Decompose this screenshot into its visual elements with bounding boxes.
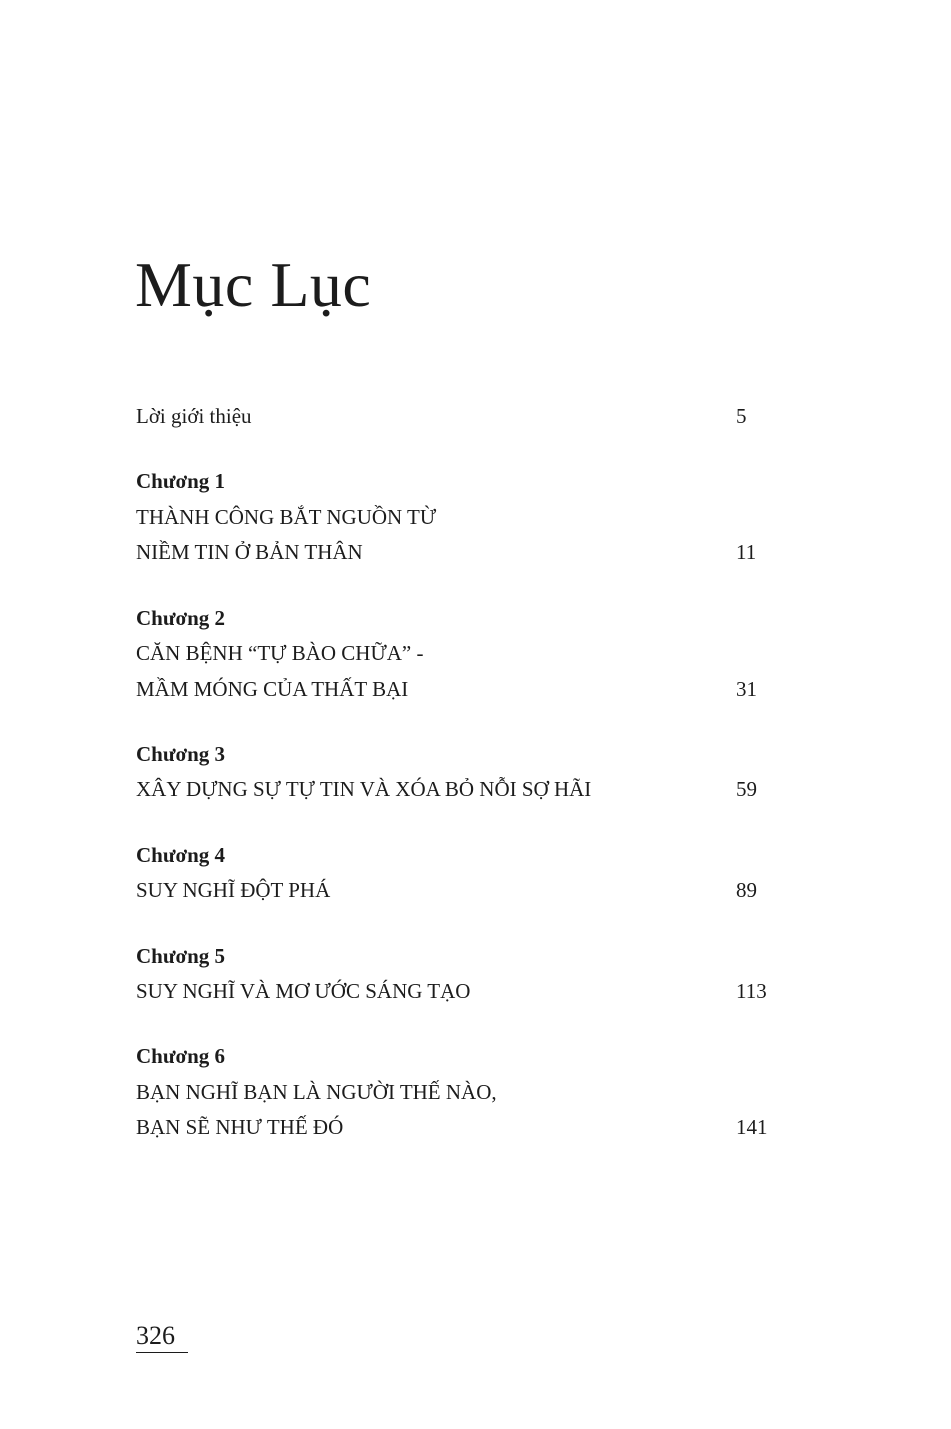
toc-page-number: 31 [736,677,757,701]
chapter-title-line: XÂY DỰNG SỰ TỰ TIN VÀ XÓA BỎ NỖI SỢ HÃI [136,777,592,801]
toc-page-number: 113 [736,979,767,1003]
chapter-title-line: MẦM MÓNG CỦA THẤT BẠI [136,677,409,701]
chapter-title-line: BẠN NGHĨ BẠN LÀ NGƯỜI THẾ NÀO, [136,1080,497,1104]
chapter-title-line: SUY NGHĨ ĐỘT PHÁ [136,878,331,902]
chapter-heading: Chương 3 [136,742,226,766]
chapter-heading: Chương 5 [136,944,226,968]
chapter-title-line: NIỀM TIN Ở BẢN THÂN [136,540,363,564]
chapter-heading: Chương 2 [136,606,226,630]
toc-page-number: 89 [736,878,757,902]
toc-page-number: 5 [736,404,747,428]
page-title: Mục Lục [135,249,372,320]
toc-page-number: 59 [736,777,757,801]
chapter-title-line: THÀNH CÔNG BẮT NGUỒN TỪ [136,505,437,529]
toc-page-number: 11 [736,540,757,564]
chapter-title-line: BẠN SẼ NHƯ THẾ ĐÓ [136,1115,344,1139]
chapter-heading: Chương 4 [136,843,226,867]
page-number: 326 [136,1321,188,1353]
chapter-title-line: SUY NGHĨ VÀ MƠ ƯỚC SÁNG TẠO [136,979,471,1003]
chapter-heading: Chương 6 [136,1044,226,1068]
chapter-title-line: CĂN BỆNH “TỰ BÀO CHỮA” - [136,641,424,665]
toc-entry-label: Lời giới thiệu [136,404,252,428]
toc-page-number: 141 [736,1115,768,1139]
chapter-heading: Chương 1 [136,469,226,493]
